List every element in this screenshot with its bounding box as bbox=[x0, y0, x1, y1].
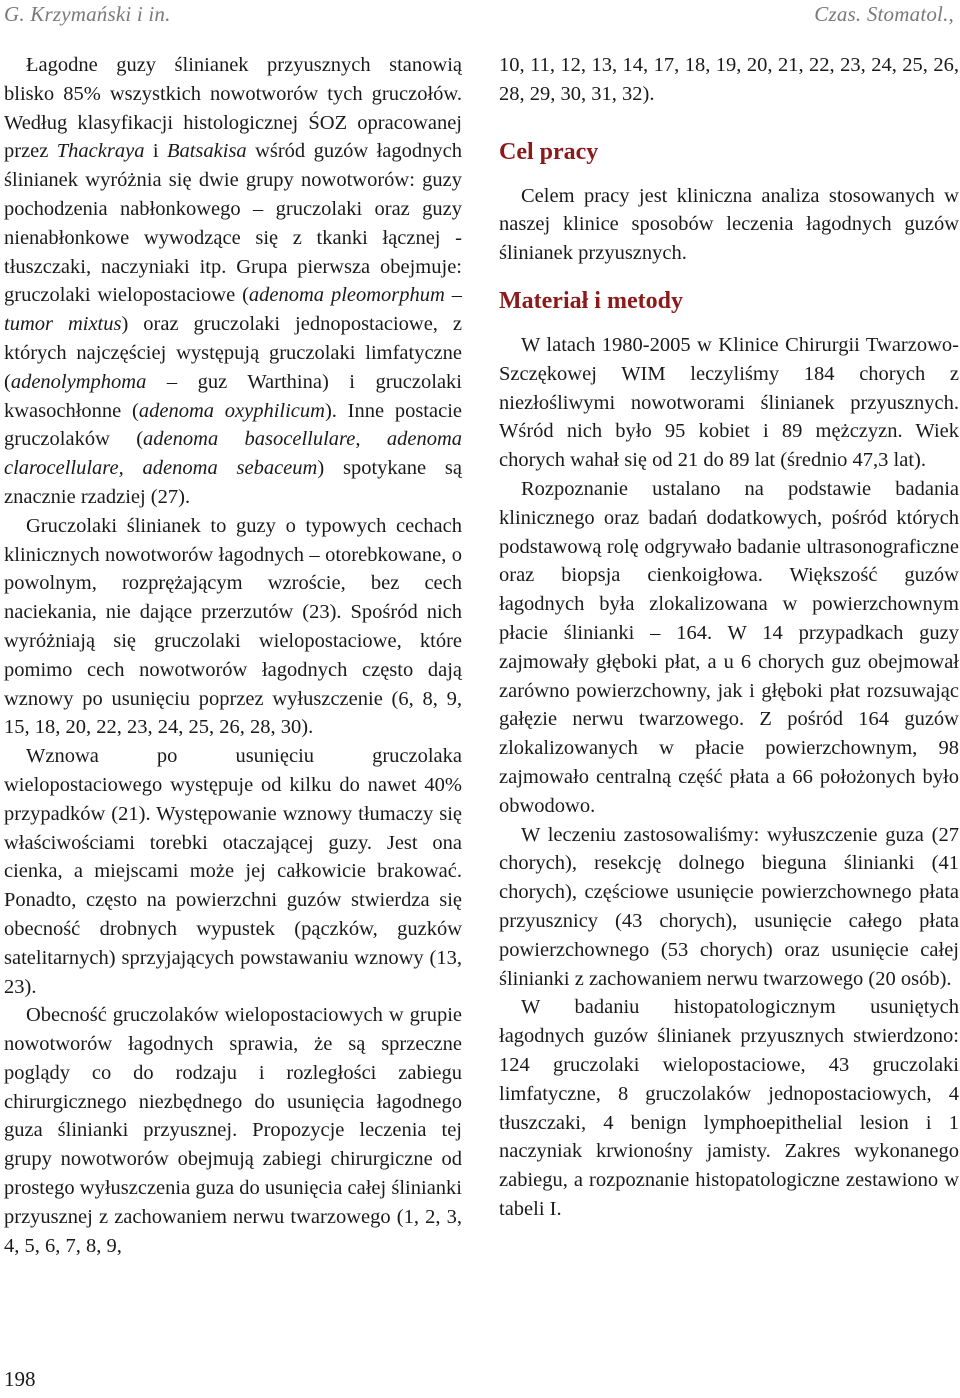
term-adenolymphoma: adenolymphoma bbox=[10, 370, 147, 393]
term-adenoma-oxyphilicum: adenoma oxyphilicum bbox=[138, 399, 325, 422]
methods-paragraph-2: Rozpoznanie ustalano na podstawie badania klinicznego oraz badań dodatkowych, pośród których podstawową rolę odgrywało badanie ultrasonograficzne oraz biopsja cienkoigłowa. Większość guzów łagodnych była zlokalizowana w powierzchownym płacie ślinianki – 164. W 14 przypadkach guzy zajmowały głęboki płat, a u 6 chorych guz obejmował zarówno powierzchowny, jak i głęboki płat rozsuwając gałęzie nerwu twarzowego. Z pośród 164 guzów zlokalizowanych w płacie powierzchownym, 98 zajmowało centralną część płata a 66 położonych było obwodowo. bbox=[499, 477, 959, 817]
methods-paragraph-1: W latach 1980-2005 w Klinice Chirurgii Twarzowo-Szczękowej WIM leczyliśmy 184 chorych z niezłośliwymi nowotworami ślinianek przyusznych. Wśród nich było 95 kobiet i 89 mężczyzn. Wiek chorych wahał się od 21 do 89 lat (średnio 47,3 lat). bbox=[499, 333, 959, 472]
aim-paragraph: Celem pracy jest kliniczna analiza stosowanych w naszej klinice sposobów leczenia łagodnych guzów ślinianek przyusznych. bbox=[499, 184, 959, 265]
right-column bbox=[499, 51, 959, 1224]
methods-paragraph-3: W leczeniu zastosowaliśmy: wyłuszczenie guza (27 chorych), resekcję dolnego bieguna ślinianki (41 chorych), częściowe usunięcie powierzchownego płata przyusznicy (43 chorych), usunięcie całego płata powierzchownego (53 chorych) oraz usunięcie całej ślinianki z zachowaniem nerwu twarzowego (20 osób). bbox=[499, 823, 959, 990]
author-batsakis: Batsakisa bbox=[166, 140, 247, 163]
term-adenoma-pleomorphum: adenoma pleomorphum – tumor mixtus bbox=[4, 284, 462, 336]
intro-paragraph: Łagodne guzy ślinianek przyusznych stanowią blisko 85% wszystkich nowotworów tych gruczołów. Według klasyfikacji histologicznej ŚOZ opracowanej przez Thackraya i Batsakisa wśród guzów łagodnych ślinianek wyróżnia się dwie grupy nowotworów: guzy pochodzenia nabłonkowego – gruczolaki oraz guzy nienabłonkowe wywodzące się z tkanki łącznej -tłuszczaki, naczyniaki itp. Grupa pierwsza obejmuje: gruczolaki wielopostaciowe (adenoma pleomorphum – tumor mixtus) oraz gruczolaki jednopostaciowe, z których najczęściej występują gruczolaki limfatyczne (adenolymphoma – guz Warthina) i gruczolaki kwasochłonne (adenoma oxyphilicum). Inne postacie gruczolaków (adenoma basocellulare, adenoma clarocellulare, adenoma sebaceum) spotykane są znacznie rzadziej (27). bbox=[4, 54, 463, 508]
running-header-authors: G. Krzymański i in. bbox=[4, 2, 171, 26]
methods-paragraph-4: W badaniu histopatologicznym usuniętych łagodnych guzów ślinianek przyusznych stwierdzono: 124 gruczolaki wielopostaciowe, 43 gruczolaki limfatyczne, 8 gruczolaków jednopostaciowych, 4 tłuszczaki, 4 benign lymphoepithelial lesion i 1 naczyniak krwionośny jamisty. Zakres wykonanego zabiegu, a rozpoznanie histopatologiczne zestawiono w tabeli I. bbox=[499, 996, 959, 1220]
term-adenoma-variants: adenoma basocellulare, adenoma clarocellulare, adenoma sebaceum bbox=[4, 428, 462, 480]
running-header-journal: Czas. Stomatol., bbox=[814, 2, 954, 26]
section-heading-methods: Materiał i metody bbox=[499, 287, 683, 314]
paragraph-wznowa: Wznowa po usunięciu gruczolaka wielopostaciowego występuje od kilku do nawet 40% przypadków (21). Występowanie wznowy tłumaczy się właściwościami torebki otaczającej guzy. Jest ona cienka, a miejscami może jej całkowicie brakować. Ponadto, często na powierzchni guzów stwierdza się obecność drobnych wypustek (pączków, guzków satelitarnych) sprzyjających powstawaniu wznowy (13, 23). bbox=[4, 745, 462, 998]
paragraph-obecnosc: Obecność gruczolaków wielopostaciowych w grupie nowotworów łagodnych sprawia, że są sprzeczne poglądy co do rodzaju i rozległości zabiegu chirurgicznego niezbędnego do usunięcia łagodnego guza ślinianki przyusznej. Propozycje leczenia tej grupy nowotworów obejmują zabiegi chirurgiczne od prostego wyłuszczenia guza do usunięcia całej ślinianki przyusznej z zachowaniem nerwu twarzowego (1, 2, 3, 4, 5, 6, 7, 8, 9, bbox=[4, 1004, 462, 1257]
section-heading-aim: Cel pracy bbox=[499, 138, 599, 165]
author-thackray: Thackraya bbox=[56, 140, 145, 163]
left-column bbox=[4, 51, 462, 1260]
citation-continuation: 10, 11, 12, 13, 14, 17, 18, 19, 20, 21, 22, 23, 24, 25, 26, 28, 29, 30, 31, 32). bbox=[499, 54, 959, 105]
page-number: 198 bbox=[4, 1367, 36, 1391]
paragraph-gruczolaki: Gruczolaki ślinianek to guzy o typowych cechach klinicznych nowotworów łagodnych – otorebkowane, o powolnym, rozprężającym wzroście, bez cech naciekania, nie dające przerzutów (23). Spośród nich wyróżniają się gruczolaki wielopostaciowe, które pomimo cech nowotworów łagodnych często dają wznowy po usunięciu poprzez wyłuszczenie (6, 8, 9, 15, 18, 20, 22, 23, 24, 25, 26, 28, 30). bbox=[4, 514, 462, 739]
